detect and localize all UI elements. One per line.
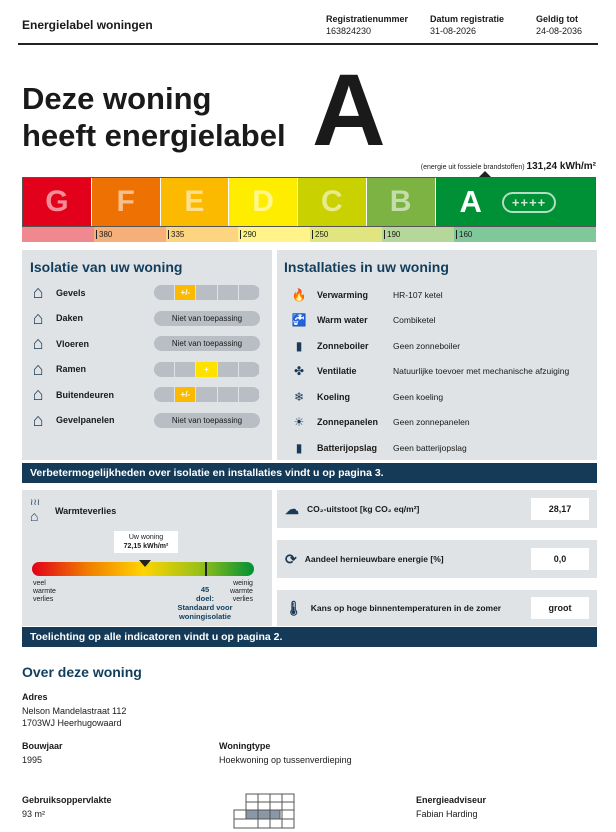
rating-segment bbox=[196, 285, 217, 300]
rating-segment: +/- bbox=[175, 285, 196, 300]
rating-segment bbox=[154, 285, 175, 300]
installation-value: Geen batterijopslag bbox=[393, 442, 467, 453]
heat-loss-title: Warmteverlies bbox=[55, 506, 117, 516]
label-class-c bbox=[298, 178, 367, 226]
registration-number: Registratienummer 163824230 bbox=[326, 14, 409, 36]
building-icon bbox=[230, 790, 302, 830]
label-class-g bbox=[23, 178, 92, 226]
snowflake-icon: ❄ bbox=[293, 389, 305, 404]
insulation-rating bbox=[154, 387, 260, 402]
threshold-cell bbox=[166, 227, 238, 242]
solar-panel-icon: ☀ bbox=[293, 415, 305, 430]
registration-date: Datum registratie 31-08-2026 bbox=[430, 14, 505, 36]
threshold-cell bbox=[238, 227, 310, 242]
label-class-letter: D bbox=[252, 185, 274, 218]
improvements-banner: Verbetermogelijkheden over isolatie en installaties vindt u op pagina 3. bbox=[22, 463, 597, 483]
insulation-rating: Niet van toepassing bbox=[154, 311, 260, 326]
installation-value: Geen zonneboiler bbox=[393, 340, 461, 351]
insulation-heading: Isolatie van uw woning bbox=[30, 259, 183, 275]
rating-segment bbox=[175, 362, 196, 377]
threshold-value: 250 bbox=[312, 230, 328, 239]
label-class-b bbox=[367, 178, 436, 226]
insulation-label: Ramen bbox=[56, 364, 87, 375]
label-class-letter: C bbox=[321, 185, 343, 218]
boiler-icon: ▮ bbox=[295, 338, 303, 353]
indicators-banner: Toelichting op alle indicatoren vindt u op pagina 2. bbox=[22, 627, 597, 647]
installations-heading: Installaties in uw woning bbox=[284, 259, 449, 275]
plus-indicator: ++++ bbox=[502, 192, 556, 213]
insulation-rating bbox=[154, 285, 260, 300]
energy-advisor: Energieadviseur Fabian Harding bbox=[416, 795, 487, 819]
installation-row bbox=[289, 359, 594, 385]
label-class-letter: G bbox=[45, 185, 69, 218]
dwelling-type: Woningtype Hoekwoning op tussenverdieping bbox=[219, 741, 352, 765]
much-heat-loss-label: veel warmte verlies bbox=[33, 580, 56, 603]
label-class-letter: E bbox=[184, 185, 205, 218]
threshold-cell bbox=[94, 227, 166, 242]
threshold-cell bbox=[454, 227, 596, 242]
metric-label: CO₂-uitstoot [kg CO₂ eq/m²] bbox=[307, 504, 420, 514]
address: Adres Nelson Mandelastraat 112 1703WJ Heerhugowaard bbox=[22, 692, 127, 728]
insulation-row bbox=[28, 357, 268, 383]
installation-row bbox=[289, 435, 594, 461]
rating-segment bbox=[239, 387, 260, 402]
thermometer-icon: 🌡 bbox=[285, 599, 303, 616]
installation-label: Zonnepanelen bbox=[317, 417, 379, 428]
installation-row bbox=[289, 410, 594, 436]
metric-value: groot bbox=[531, 597, 589, 619]
installation-row bbox=[289, 333, 594, 359]
roof-icon: ⌂ bbox=[32, 307, 44, 328]
tap-icon: 🚰 bbox=[291, 313, 307, 328]
threshold-value: 290 bbox=[240, 230, 256, 239]
rating-segment: + bbox=[196, 362, 217, 377]
insulation-label: Gevels bbox=[56, 287, 86, 298]
insulation-row bbox=[28, 382, 268, 408]
threshold-value: 190 bbox=[384, 230, 400, 239]
installation-value: Geen koeling bbox=[393, 391, 444, 402]
your-home-callout: Uw woning 72,15 kWh/m² bbox=[114, 531, 178, 553]
energy-label-scale bbox=[22, 177, 596, 227]
metric-co2 bbox=[277, 490, 597, 528]
insulation-row bbox=[28, 408, 268, 434]
installation-row bbox=[289, 308, 594, 334]
battery-icon: ▮ bbox=[295, 440, 303, 455]
insulation-panel bbox=[22, 250, 272, 460]
headline: Deze woning heeft energielabel bbox=[22, 81, 286, 153]
insulation-row bbox=[28, 280, 268, 306]
floor-icon: ⌂ bbox=[32, 333, 44, 354]
rating-segment bbox=[239, 285, 260, 300]
your-home-pointer bbox=[139, 560, 151, 567]
threshold-value: 380 bbox=[96, 230, 112, 239]
installation-row bbox=[289, 282, 594, 308]
installation-row bbox=[289, 384, 594, 410]
insulation-label: Vloeren bbox=[56, 338, 90, 349]
label-class-letter: B bbox=[389, 185, 412, 218]
label-class-letter: A bbox=[459, 184, 482, 219]
installation-label: Ventilatie bbox=[317, 366, 357, 377]
installation-label: Warm water bbox=[317, 315, 368, 326]
document-title: Energielabel woningen bbox=[22, 18, 153, 32]
metric-label: Aandeel hernieuwbare energie [%] bbox=[304, 554, 444, 564]
insulation-row bbox=[28, 306, 268, 332]
installation-label: Batterijopslag bbox=[317, 442, 378, 453]
little-heat-loss-label: weinig warmte verlies bbox=[230, 580, 253, 603]
heat-loss-icon: ≀≀≀ ⌂ bbox=[30, 497, 41, 524]
threshold-value: 160 bbox=[456, 230, 472, 239]
installation-value: Natuurlijke toevoer met mechanische afzuiging bbox=[393, 366, 570, 377]
energy-label-letter: A bbox=[312, 53, 386, 167]
rating-segment bbox=[239, 362, 260, 377]
insulation-rating: Niet van toepassing bbox=[154, 413, 260, 428]
installation-label: Verwarming bbox=[317, 289, 369, 300]
label-class-a bbox=[436, 178, 596, 226]
threshold-cell bbox=[382, 227, 454, 242]
rating-segment bbox=[218, 285, 239, 300]
rating-segment bbox=[154, 387, 175, 402]
threshold-scale bbox=[22, 227, 596, 242]
insulation-row bbox=[28, 331, 268, 357]
rating-segment bbox=[218, 362, 239, 377]
metric-value: 28,17 bbox=[531, 498, 589, 520]
target-marker bbox=[205, 562, 207, 576]
label-class-f bbox=[92, 178, 161, 226]
rating-segment bbox=[154, 362, 175, 377]
usable-area: Gebruiksoppervlakte 93 m² bbox=[22, 795, 112, 819]
target-label: 45 doel: Standaard voor woningisolatie bbox=[177, 585, 233, 621]
renewable-icon: ⟳ bbox=[285, 550, 297, 567]
panel-icon: ⌂ bbox=[32, 409, 44, 430]
door-icon: ⌂ bbox=[32, 384, 44, 405]
metric-value: 0,0 bbox=[531, 548, 589, 570]
flame-icon: 🔥 bbox=[291, 287, 307, 302]
insulation-label: Gevelpanelen bbox=[56, 415, 115, 426]
installation-value: Combiketel bbox=[393, 315, 436, 326]
label-class-letter: F bbox=[116, 185, 135, 218]
insulation-label: Daken bbox=[56, 313, 84, 324]
house-icon: ⌂ bbox=[32, 282, 44, 303]
metric-label: Kans op hoge binnentemperaturen in de zomer bbox=[310, 603, 502, 613]
installation-value: HR-107 ketel bbox=[393, 289, 443, 300]
installation-label: Koeling bbox=[317, 391, 350, 402]
insulation-rating bbox=[154, 362, 260, 377]
threshold-value: 335 bbox=[168, 230, 184, 239]
construction-year: Bouwjaar 1995 bbox=[22, 741, 63, 765]
insulation-label: Buitendeuren bbox=[56, 389, 115, 400]
fan-icon: ✤ bbox=[293, 364, 305, 379]
rating-segment: +/- bbox=[175, 387, 196, 402]
label-class-d bbox=[229, 178, 298, 226]
threshold-cell bbox=[22, 227, 94, 242]
about-heading: Over deze woning bbox=[22, 664, 142, 680]
rating-segment bbox=[196, 387, 217, 402]
header-rule bbox=[18, 43, 598, 45]
installations-panel bbox=[277, 250, 597, 460]
metric-renewable bbox=[277, 540, 597, 578]
window-icon: ⌂ bbox=[32, 358, 44, 379]
valid-until: Geldig tot 24-08-2036 bbox=[536, 14, 583, 36]
co2-icon: ☁ bbox=[285, 500, 299, 517]
threshold-cell bbox=[310, 227, 382, 242]
fossil-energy: (energie uit fossiele brandstoffen) 131,24 kWh/m² bbox=[420, 161, 596, 172]
installation-label: Zonneboiler bbox=[317, 340, 369, 351]
installation-value: Geen zonnepanelen bbox=[393, 417, 470, 428]
insulation-rating: Niet van toepassing bbox=[154, 336, 260, 351]
rating-segment bbox=[218, 387, 239, 402]
metric-thermometer bbox=[277, 590, 597, 626]
label-class-e bbox=[161, 178, 230, 226]
